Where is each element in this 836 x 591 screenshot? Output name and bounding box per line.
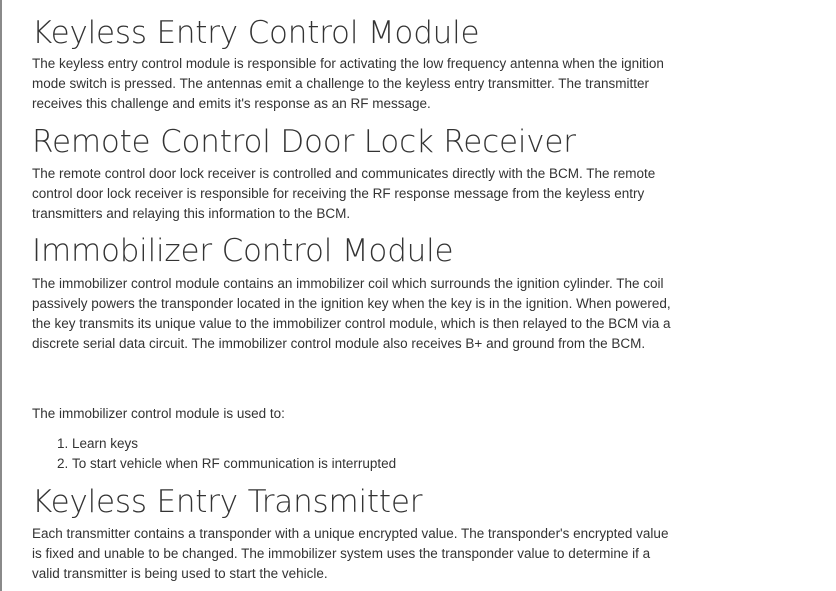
section-heading: Keyless Entry Transmitter xyxy=(32,484,423,520)
usage-list xyxy=(32,434,396,474)
section-paragraph: The keyless entry control module is responsible for activating the low frequency antenna when the ignition mode switch is pressed. The antennas emit a challenge to the keyless entry transmitter. The transmitter receives this challenge and emits it's response as an RF message. xyxy=(32,56,664,111)
section-heading: Remote Control Door Lock Receiver xyxy=(32,124,576,160)
section-paragraph: The immobilizer control module contains an immobilizer coil which surrounds the ignition cylinder. The coil passively powers the transponder located in the ignition key when the key is in the ignition. When powered, the key transmits its unique value to the immobilizer control module, which is then relayed to the BCM via a discrete serial data circuit. The immobilizer control module also receives B+ and ground from the BCM. xyxy=(32,276,671,351)
section-heading: Immobilizer Control Module xyxy=(32,233,454,269)
left-border xyxy=(0,0,2,591)
section-paragraph: The remote control door lock receiver is controlled and communicates directly with the BCM. The remote control door lock receiver is responsible for receiving the RF response message from the keyless entry transmitters and relaying this information to the BCM. xyxy=(32,166,656,221)
list-intro: The immobilizer control module is used to: xyxy=(32,406,285,421)
list-item: 2. To start vehicle when RF communication is interrupted xyxy=(72,454,396,474)
section-paragraph: Each transmitter contains a transponder with a unique encrypted value. The transponder's encrypted value is fixed and unable to be changed. The immobilizer system uses the transponder value to determine if a valid transmitter is being used to start the vehicle. xyxy=(32,526,669,581)
section-heading: Keyless Entry Control Module xyxy=(32,15,480,51)
list-item: 1. Learn keys xyxy=(72,434,396,454)
